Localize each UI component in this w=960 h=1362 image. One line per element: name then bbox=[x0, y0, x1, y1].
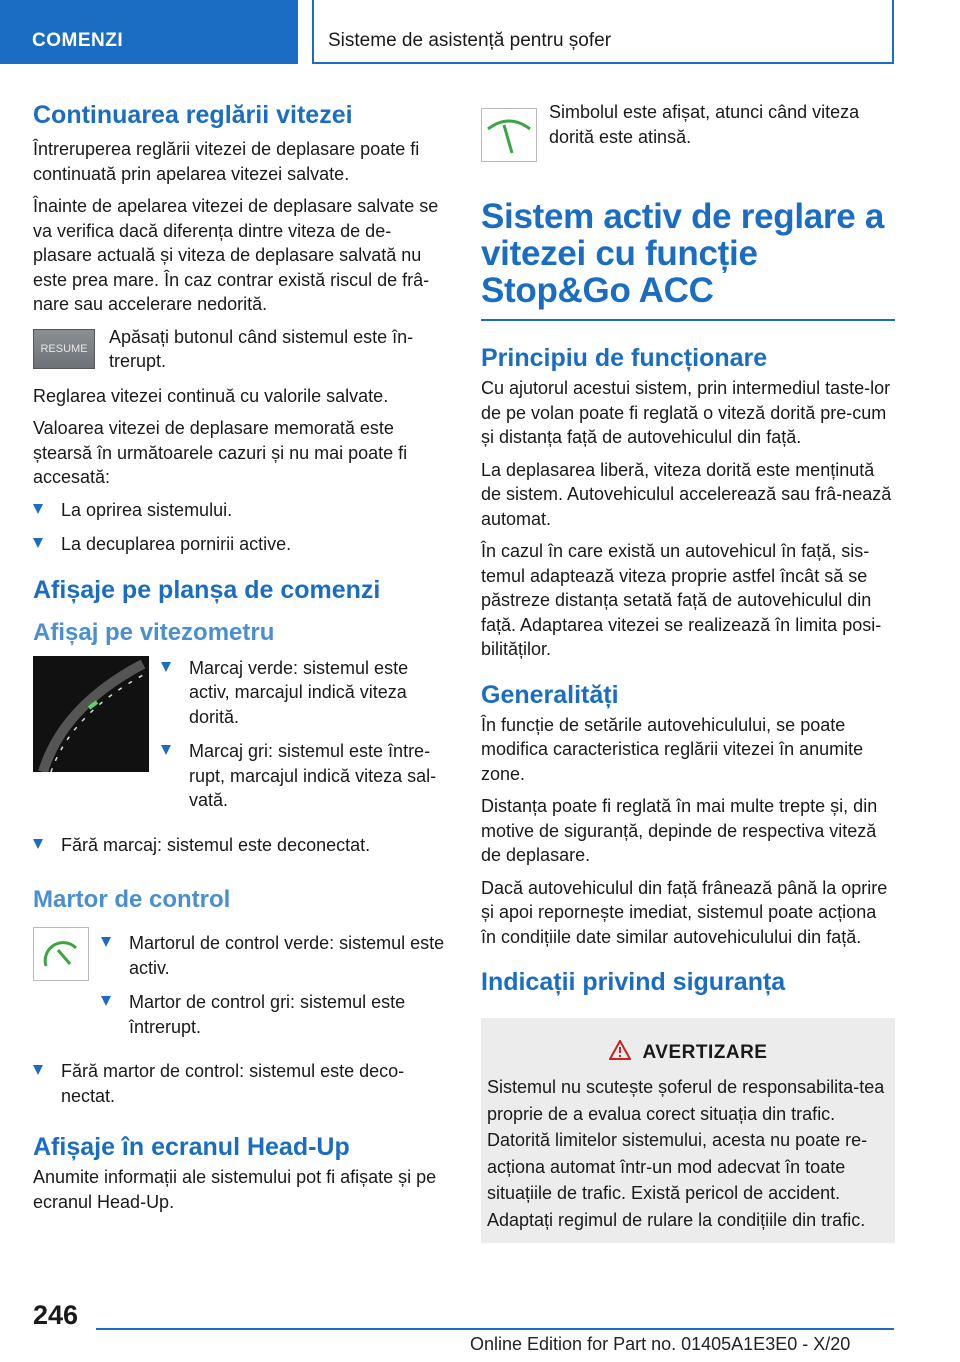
heading-principiu: Principiu de funcționare bbox=[481, 344, 768, 372]
bullet-triangle-icon bbox=[33, 538, 43, 548]
resume-row bbox=[33, 325, 447, 374]
bullet-triangle-icon bbox=[161, 745, 171, 755]
warning-title: AVERTIZARE bbox=[487, 1040, 889, 1066]
martor-row bbox=[33, 927, 447, 1049]
footer-edition: Online Edition for Part no. 01405A1E3E0 - X/20 bbox=[470, 1334, 851, 1354]
heading-general: Generalități bbox=[481, 680, 619, 709]
list-item: Martorul de control verde: sistemul este activ. bbox=[101, 931, 447, 980]
right-column bbox=[481, 100, 895, 1243]
paragraph: Întreruperea reglării vitezei de deplasare poate fi continuată prin apelarea vitezei salvate. bbox=[33, 139, 420, 184]
heading-vitezometru: Afișaj pe vitezometru bbox=[33, 618, 275, 646]
list-item: Marcaj verde: sistemul este activ, marcajul indică viteza dorită. bbox=[161, 656, 447, 730]
paragraph: În cazul în care există un autovehicul în față, sis-temul adaptează viteza proprie astfel încât să se păstreze distanța setată față de autovehiculul din față. Adaptarea vitezei se realizează în limita posi-bilităților. bbox=[481, 541, 882, 659]
paragraph: Cu ajutorul acestui sistem, prin intermediul taste-lor de pe volan poate fi reglată o viteză dorită pre-cum și distanța față de autovehiculul din față. bbox=[481, 378, 891, 447]
list-item: La decuplarea pornirii active. bbox=[33, 532, 447, 557]
heading-headup: Afișaje în ecranul Head-Up bbox=[33, 1133, 350, 1161]
main-title: Sistem activ de reglare a vitezei cu funcție Stop&Go ACC bbox=[481, 197, 884, 310]
paragraph: Reglarea vitezei continuă cu valorile salvate. bbox=[33, 385, 389, 406]
list-item: Fără martor de control: sistemul este deco-nectat. bbox=[33, 1059, 447, 1108]
footer-divider bbox=[96, 1328, 894, 1330]
resume-text: Apăsați butonul când sistemul este în-trerupt. bbox=[109, 326, 414, 371]
warning-triangle-icon bbox=[609, 1040, 631, 1066]
page-number: 246 bbox=[33, 1300, 79, 1330]
speedo-row bbox=[33, 656, 447, 823]
bullet-triangle-icon bbox=[101, 996, 111, 1006]
resume-button-icon: RESUME bbox=[33, 329, 95, 369]
paragraph: Dacă autovehiculul din față frânează până la oprire și apoi repornește imediat, sistemul poate acționa în condițiile date similar autovehiculului din față. bbox=[481, 877, 888, 947]
heading-siguranta: Indicații privind siguranța bbox=[481, 968, 786, 996]
paragraph: Înainte de apelarea vitezei de deplasare salvate se va verifica dacă diferența dintre viteza de de-plasare actuală și viteza de deplasare salvată nu este prea mare. În caz contrar există riscul de frâ-nare sau accelerare nedorită. bbox=[33, 196, 439, 314]
list-item: La oprirea sistemului. bbox=[33, 498, 447, 523]
symbol-text: Simbolul este afișat, atunci când viteza dorită este atinsă. bbox=[549, 102, 860, 147]
chapter-tab bbox=[312, 0, 894, 64]
list-item: Marcaj gri: sistemul este între-rupt, marcajul indică viteza sal-vată. bbox=[161, 739, 447, 813]
bullet-triangle-icon bbox=[33, 1065, 43, 1075]
paragraph: La deplasarea liberă, viteza dorită este menținută de sistem. Autovehiculul accelerează sau frâ-nează automat. bbox=[481, 459, 892, 529]
chapter-label: Sisteme de asistență pentru șofer bbox=[328, 30, 612, 51]
heading-martor: Martor de control bbox=[33, 886, 231, 913]
paragraph: Valoarea vitezei de deplasare memorată este ștearsă în următoarele cazuri și nu mai poate fi accesată: bbox=[33, 418, 408, 487]
list-item: Fără marcaj: sistemul este deconectat. bbox=[33, 833, 447, 858]
paragraph: Distanța poate fi reglată în mai multe trepte și, din motive de siguranță, depinde de respectiva viteză de deplasare. bbox=[481, 796, 878, 865]
bullet-triangle-icon bbox=[161, 662, 171, 672]
heading-continuare: Continuarea reglării vitezei bbox=[33, 101, 353, 129]
heading-afisaje: Afișaje pe planșa de comenzi bbox=[33, 575, 381, 604]
left-column bbox=[33, 100, 447, 1222]
speedometer-image bbox=[33, 656, 149, 772]
bullet-triangle-icon bbox=[33, 504, 43, 514]
section-label: COMENZI bbox=[32, 30, 124, 51]
acc-speed-reached-icon bbox=[481, 108, 537, 162]
title-divider bbox=[481, 319, 895, 321]
bullet-triangle-icon bbox=[101, 937, 111, 947]
acc-control-light-icon bbox=[33, 927, 89, 981]
paragraph: Anumite informații ale sistemului pot fi afișate și pe ecranul Head-Up. bbox=[33, 1167, 437, 1212]
symbol-row bbox=[481, 100, 895, 162]
list-item: Martor de control gri: sistemul este întrerupt. bbox=[101, 990, 447, 1039]
bullet-triangle-icon bbox=[33, 839, 43, 849]
paragraph: În funcție de setările autovehiculului, se poate modifica caracteristica reglării vitezei în anumite zone. bbox=[481, 714, 864, 784]
section-tab bbox=[0, 0, 298, 64]
warning-text: Sistemul nu scutește șoferul de responsabilita-tea proprie de a evalua corect situația din trafic. Datorită limitelor sistemului, acesta nu poate re-acționa automat într-un mod adecvat în toate situațiile de trafic. Există pericol de accident. Adaptați regimul de rulare la condițiile din trafic. bbox=[487, 1077, 885, 1230]
warning-box bbox=[481, 1018, 895, 1243]
